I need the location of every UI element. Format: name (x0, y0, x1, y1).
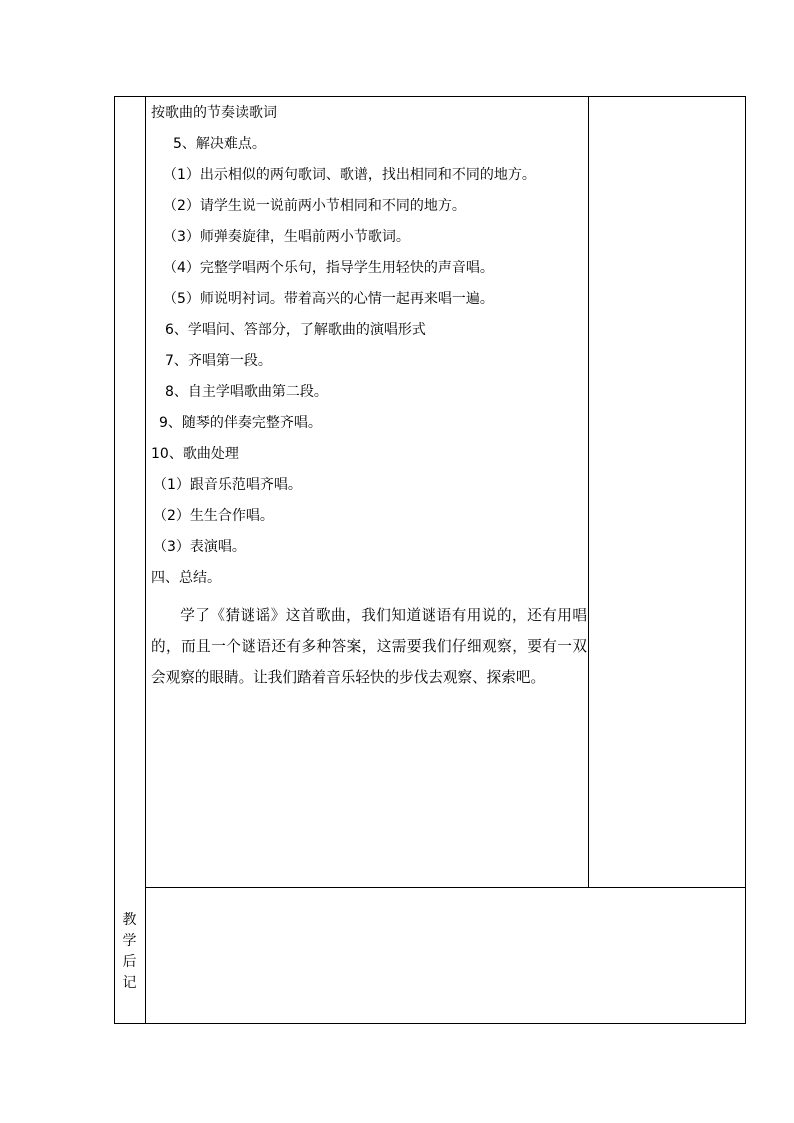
lesson-line: 6、学唱问、答部分，了解歌曲的演唱形式 (165, 322, 426, 338)
lesson-line: （4）完整学唱两个乐句，指导学生用轻快的声音唱。 (163, 260, 494, 276)
table-border-bottom (114, 1023, 746, 1024)
lesson-line: 10、歌曲处理 (151, 446, 239, 462)
table-border-top (114, 96, 746, 97)
lesson-line: （2）请学生说一说前两小节相同和不同的地方。 (163, 198, 466, 214)
lesson-line: （3）师弹奏旋律，生唱前两小节歌词。 (163, 229, 410, 245)
postscript-char: 学 (122, 933, 137, 949)
table-border-right (745, 96, 746, 1024)
table-border-left (114, 96, 115, 1024)
postscript-char: 后 (122, 954, 137, 970)
lesson-line: 按歌曲的节奏读歌词 (151, 105, 277, 121)
postscript-char: 教 (122, 912, 137, 928)
lesson-line: （3）表演唱。 (153, 539, 246, 555)
table-divider-row (145, 887, 746, 888)
lesson-line: （5）师说明衬词。带着高兴的心情一起再来唱一遍。 (163, 291, 494, 307)
table-divider-notes-column (588, 96, 589, 888)
table-divider-label-column (145, 96, 146, 1024)
lesson-line: （2）生生合作唱。 (153, 508, 274, 524)
postscript-char: 记 (122, 975, 137, 991)
lesson-line: （1）出示相似的两句歌词、歌谱，找出相同和不同的地方。 (163, 167, 536, 183)
teaching-postscript-label (114, 910, 145, 994)
lesson-line: 8、自主学唱歌曲第二段。 (165, 384, 328, 400)
lesson-line: 7、齐唱第一段。 (165, 353, 272, 369)
lesson-line: 5、解决难点。 (173, 136, 266, 152)
lesson-line: （1）跟音乐范唱齐唱。 (153, 477, 302, 493)
lesson-line: 9、随琴的伴奏完整齐唱。 (159, 415, 322, 431)
summary-paragraph: 学了《猜谜谣》这首歌曲，我们知道谜语有用说的，还有用唱的，而且一个谜语还有多种答案，这需要我们仔细观察，要有一双会观察的眼睛。让我们踏着音乐轻快的步伐去观察、探索吧。 (151, 607, 587, 686)
lesson-line: 四、总结。 (151, 570, 221, 586)
